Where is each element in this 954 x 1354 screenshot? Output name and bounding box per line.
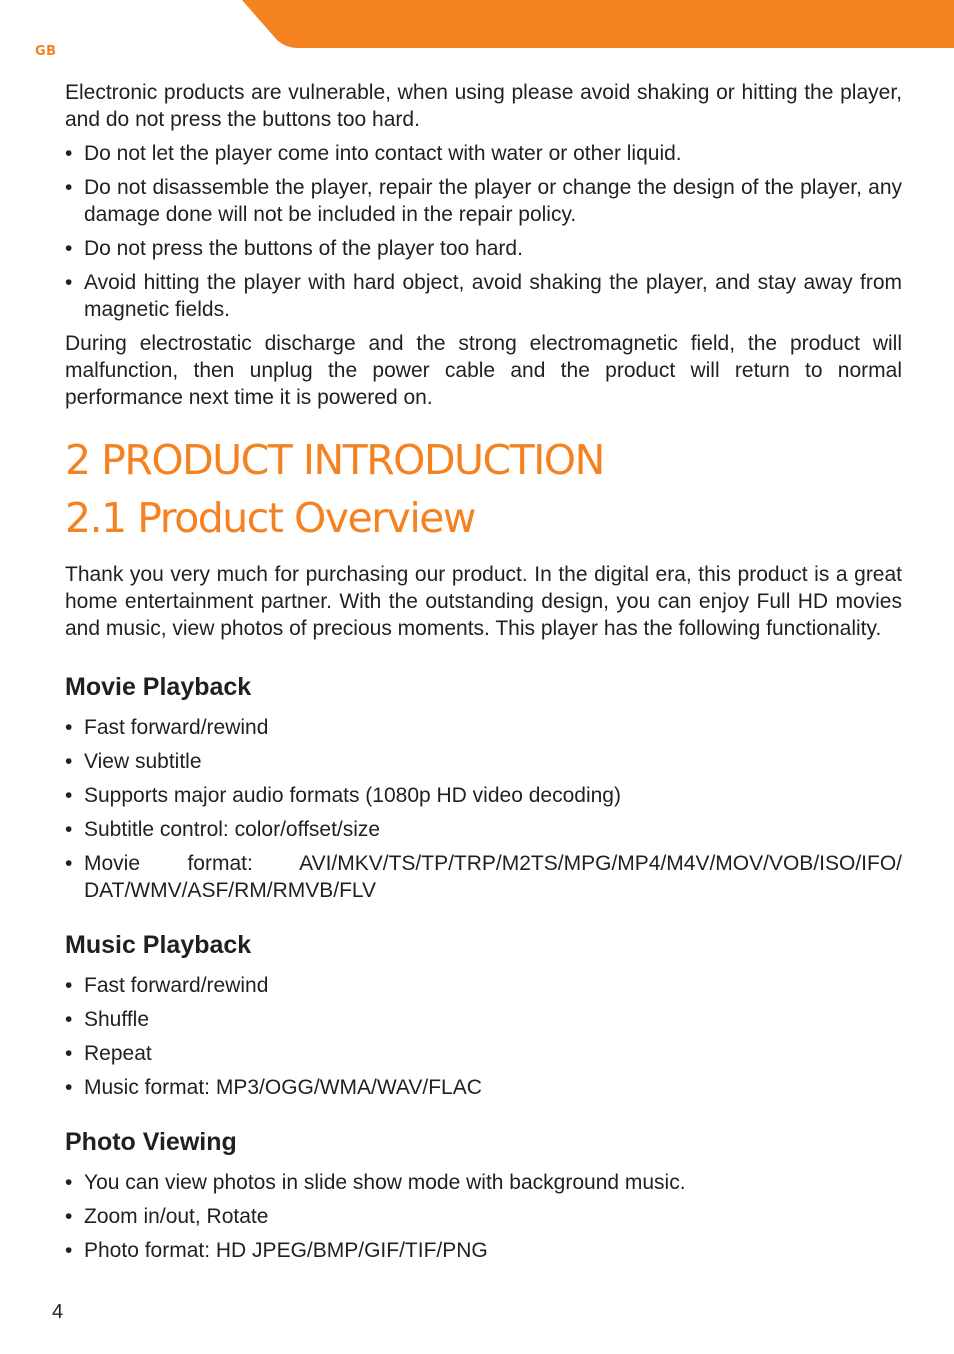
list-item: • Music format: MP3/OGG/WMA/WAV/FLAC [65,1074,902,1101]
music-feature-list [65,972,902,1101]
safety-bullet: • Do not press the buttons of the player too hard. [65,235,902,262]
list-item: • Repeat [65,1040,902,1067]
list-item: • Subtitle control: color/offset/size [65,816,902,843]
page-content [65,79,902,1271]
orange-header-banner [0,0,954,50]
list-item: • You can view photos in slide show mode with background music. [65,1169,902,1196]
list-item: • Zoom in/out, Rotate [65,1203,902,1230]
photo-feature-list [65,1169,902,1264]
safety-bullet: • Do not let the player come into contact with water or other liquid. [65,140,902,167]
list-item: • Supports major audio formats (1080p HD video decoding) [65,782,902,809]
intro-paragraph: Electronic products are vulnerable, when using please avoid shaking or hitting the player, and do not press the buttons too hard. [65,81,902,131]
list-item: • Fast forward/rewind [65,972,902,999]
movie-feature-list [65,714,902,904]
list-item: • Fast forward/rewind [65,714,902,741]
safety-bullet: • Do not disassemble the player, repair the player or change the design of the player, any damage done will not be included in the repair policy. [65,174,902,228]
list-item: • Movie format: AVI/MKV/TS/TP/TRP/M2TS/MPG/MP4/M4V/MOV/VOB/ISO/IFO/ DAT/WMV/ASF/RM/RMVB/FLV [65,850,902,904]
overview-paragraph: Thank you very much for purchasing our product. In the digital era, this product is a great home entertainment partner. With the outstanding design, you can enjoy Full HD movies and music, view photos of precious moments. This player has the following functionality. [65,563,902,640]
section-title: 2 PRODUCT INTRODUCTION [65,436,604,484]
page-number: 4 [52,1301,64,1323]
subsection-title: 2.1 Product Overview [65,494,475,542]
esd-paragraph: During electrostatic discharge and the strong electromagnetic field, the product will malfunction, then unplug the power cable and the product will return to normal performance next time it is powered on. [65,332,902,409]
photo-viewing-heading: Photo Viewing [65,1128,237,1156]
movie-playback-heading: Movie Playback [65,673,252,701]
list-item: • Photo format: HD JPEG/BMP/GIF/TIF/PNG [65,1237,902,1264]
list-item: • View subtitle [65,748,902,775]
safety-bullet-list [65,140,902,323]
safety-bullet: • Avoid hitting the player with hard object, avoid shaking the player, and stay away from magnetic fields. [65,269,902,323]
music-playback-heading: Music Playback [65,931,252,959]
language-tag: GB [35,44,57,59]
list-item: • Shuffle [65,1006,902,1033]
